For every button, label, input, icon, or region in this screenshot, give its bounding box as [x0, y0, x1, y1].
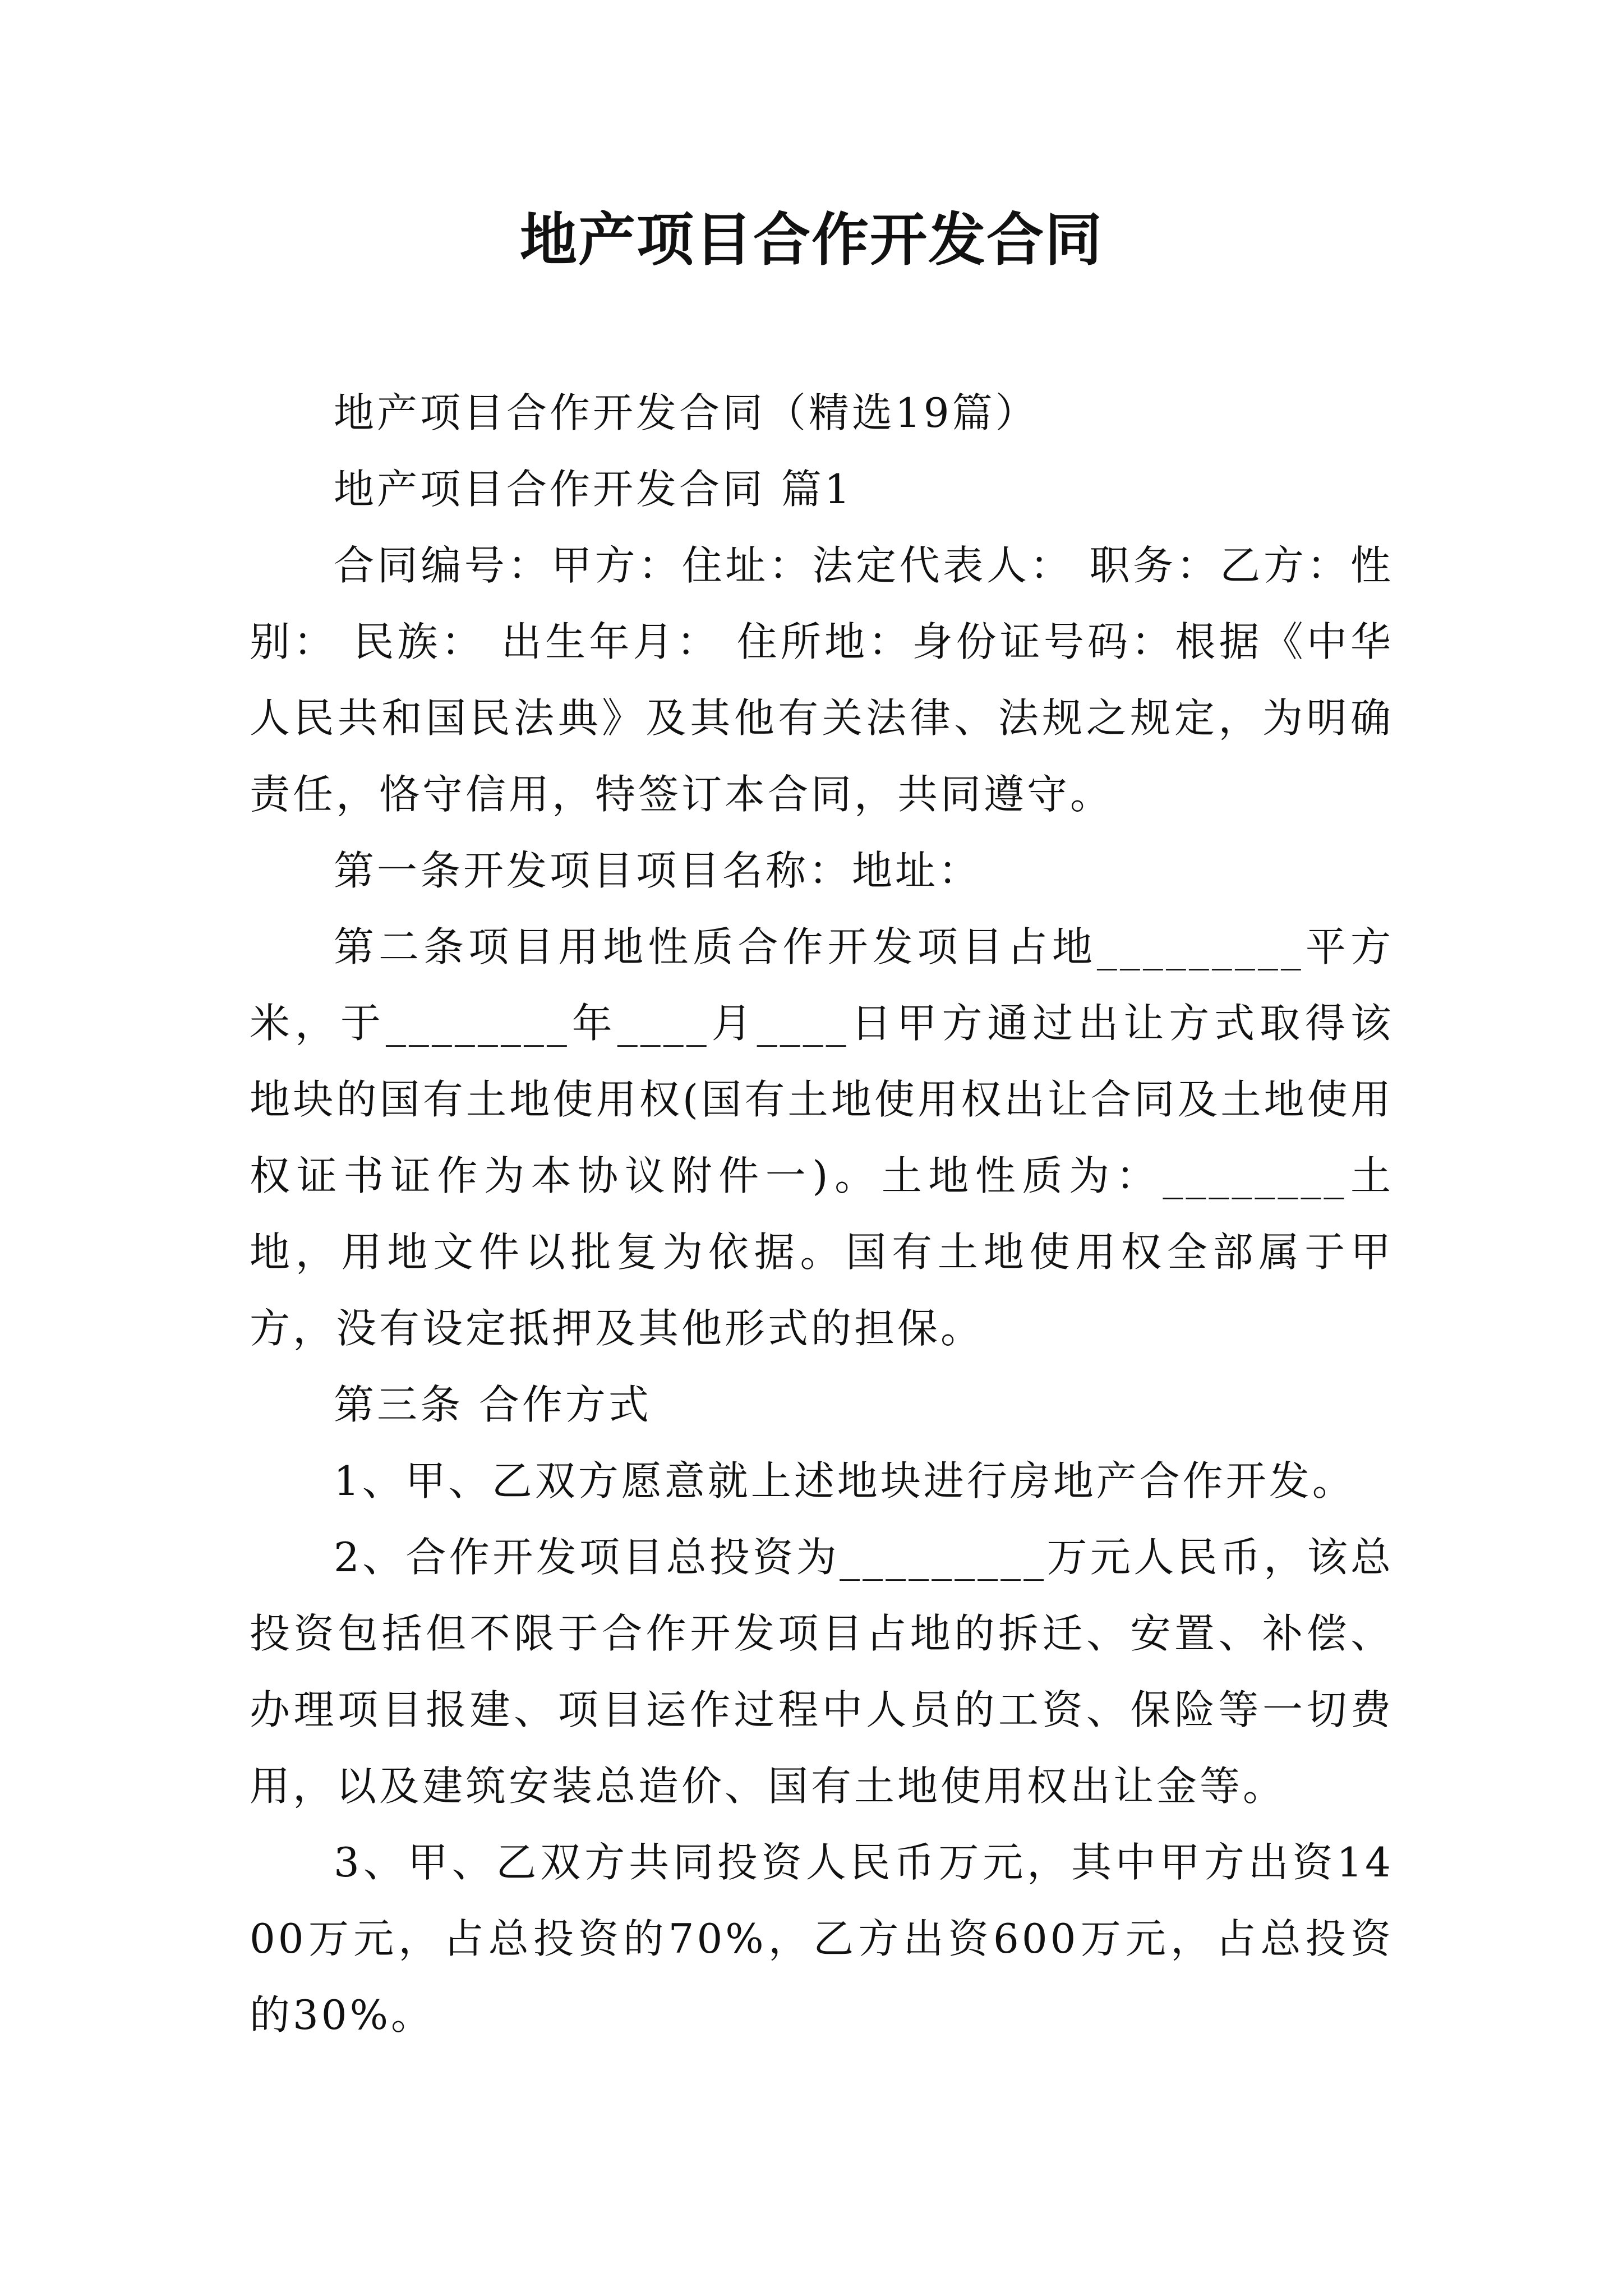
paragraph-article-3-heading: 第三条 合作方式: [334, 1381, 652, 1428]
paragraph-clause-1: 1、甲、乙双方愿意就上述地块进行房地产合作开发。: [334, 1457, 1355, 1504]
paragraph-clause-3: 3、甲、乙双方共同投资人民币万元，其中甲方出资1400万元，占总投资的70%，乙方出资600万元，占总投资的30%。: [250, 1839, 1394, 2039]
document-title: 地产项目合作开发合同: [520, 206, 1103, 274]
paragraph-subtitle: 地产项目合作开发合同（精选19篇）: [334, 389, 1039, 436]
document-body: [250, 375, 1394, 2053]
paragraph-clause-2: 2、合作开发项目总投资为_________万元人民币，该总投资包括但不限于合作开发项目占地的拆迁、安置、补偿、办理项目报建、项目运作过程中人员的工资、保险等一切费用，以及建筑安装总造价、国有土地使用权出让金等。: [250, 1534, 1394, 1810]
paragraph-article-1: 第一条开发项目项目名称：地址：: [334, 847, 982, 894]
paragraph-article-2: 第二条项目用地性质合作开发项目占地_________平方米，于________年____月____日甲方通过出让方式取得该地块的国有土地使用权(国有土地使用权出让合同及土地使用权证书证作为本协议附件一)。土地性质为：________土地，用地文件以批复为依据。国有土地使用权全部属于甲方，没有设定抵押及其他形式的担保。: [250, 923, 1394, 1352]
paragraph-section-heading: 地产项目合作开发合同 篇1: [334, 466, 853, 513]
paragraph-parties: 合同编号：甲方：住址：法定代表人： 职务：乙方：性别： 民族： 出生年月： 住所地：身份证号码：根据《中华人民共和国民法典》及其他有关法律、法规之规定，为明确责任，恪守信用，特签订本合同，共同遵守。: [250, 542, 1394, 818]
